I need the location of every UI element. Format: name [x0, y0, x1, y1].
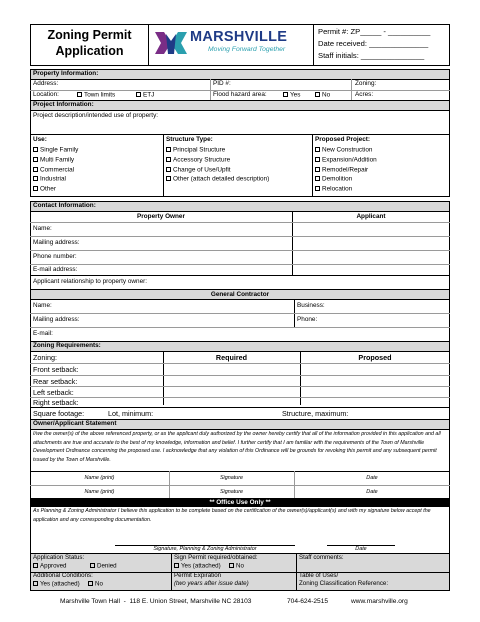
checkbox-icon	[90, 563, 95, 568]
statement-heading: Owner/Applicant Statement	[33, 420, 117, 427]
denied-checkbox[interactable]: Denied	[90, 563, 117, 570]
statement-signature-2[interactable]: Signature	[219, 489, 244, 495]
sign-permit-no-checkbox[interactable]: No	[229, 563, 244, 570]
checkbox-icon	[315, 157, 320, 162]
permit-number: Permit #: ZP_____ - __________	[318, 27, 431, 36]
additional-conditions-label: Additional Conditions:	[33, 572, 93, 579]
use-single-family-checkbox[interactable]: Single Family	[33, 147, 78, 154]
town-limits-checkbox[interactable]: Town limits	[77, 92, 115, 99]
use-other-checkbox[interactable]: Other	[33, 186, 56, 193]
structure-accessory-checkbox[interactable]: Accessory Structure	[166, 157, 230, 164]
proposed-expansion-checkbox[interactable]: Expansion/Addition	[315, 157, 377, 164]
checkbox-icon	[88, 581, 93, 586]
office-use-heading: ** Office Use Only **	[209, 499, 271, 506]
flood-no-checkbox[interactable]: No	[315, 92, 330, 99]
zoning-field[interactable]: Zoning:	[355, 80, 377, 87]
checkbox-icon	[315, 167, 320, 172]
checkbox-icon	[33, 157, 38, 162]
project-description-field[interactable]: Project description/intended use of property:	[33, 112, 159, 119]
owner-email-field[interactable]: E-mail address:	[33, 266, 78, 273]
administrator-signature-field[interactable]: Signature, Planning & Zoning Administrator	[153, 546, 257, 552]
applicant-column: Applicant	[356, 213, 386, 220]
square-footage-label: Square footage:	[33, 409, 85, 418]
checkbox-icon	[77, 92, 82, 97]
front-setback-field[interactable]: Front setback:	[33, 365, 79, 374]
checkbox-icon	[166, 176, 171, 181]
checkbox-icon	[33, 147, 38, 152]
statement-signature-1[interactable]: Signature	[219, 475, 244, 481]
permit-expiration-note: (two years after issue date)	[174, 580, 249, 587]
zoning-req-heading: Zoning Requirements:	[33, 342, 101, 349]
sign-permit-yes-checkbox[interactable]: Yes (attached)	[174, 563, 221, 570]
checkbox-icon	[315, 176, 320, 181]
permit-expiration-label: Permit Expiration	[174, 572, 222, 579]
checkbox-icon	[166, 157, 171, 162]
proposed-demolition-checkbox[interactable]: Demolition	[315, 176, 352, 183]
statement-text: I/we the owner(s) of the above referenced property, or as the applicant duly authorized by the owner hereby certify that all of the information provided in this application and all attachments are true and accurate to the best of my knowledge, information and belief. I further certify that I am familiar with the requirements of the Town of Marshville Development Ordinance concerning the proposed use. I acknowledge that any violation of this Ordinance will be grounds for revoking this permit and any subsequent permit issued by the Town of Marshville.	[33, 431, 441, 463]
flood-label: Flood hazard area:	[213, 91, 267, 98]
statement-name-print-2[interactable]: Name (print)	[84, 489, 115, 495]
location-label: Location:	[33, 91, 59, 98]
statement-date-2[interactable]: Date	[366, 489, 378, 495]
application-status-label: Application Status:	[33, 554, 85, 561]
right-setback-field[interactable]: Right setback:	[33, 398, 79, 407]
address-field[interactable]: Address:	[33, 80, 59, 87]
marshville-logo-icon	[155, 30, 187, 56]
structure-principal-checkbox[interactable]: Principal Structure	[166, 147, 225, 154]
office-statement-text: As Planning & Zoning Administrator I believe this application to be complete based on the certification of the owner(s)/applicant(s) and with my signature below accept the application and any corresponding documentation.	[33, 508, 431, 523]
proposed-relocation-checkbox[interactable]: Relocation	[315, 186, 352, 193]
pid-field[interactable]: PID #:	[213, 80, 231, 87]
checkbox-icon	[283, 92, 288, 97]
table-of-uses-label: Table of Uses/	[299, 572, 339, 579]
required-column: Required	[215, 353, 248, 362]
structure-change-of-use-checkbox[interactable]: Change of Use/Upfit	[166, 167, 231, 174]
acres-field[interactable]: Acres:	[355, 91, 374, 98]
proposed-remodel-checkbox[interactable]: Remodel/Repair	[315, 167, 368, 174]
use-heading: Use:	[33, 136, 47, 143]
lot-minimum-field[interactable]: Lot, minimum:	[108, 409, 154, 418]
sign-permit-label: Sign Permit required/obtained:	[174, 554, 258, 561]
form-title-line1: Zoning Permit	[47, 28, 132, 42]
checkbox-icon	[229, 563, 234, 568]
structure-heading: Structure Type:	[166, 136, 213, 143]
administrator-date-field[interactable]: Date	[355, 546, 367, 552]
checkbox-icon	[33, 176, 38, 181]
staff-comments-field[interactable]: Staff comments:	[299, 554, 344, 561]
footer-phone: 704-624-2515	[287, 598, 329, 605]
gc-mailing-field[interactable]: Mailing address:	[33, 316, 80, 323]
owner-mailing-field[interactable]: Mailing address:	[33, 239, 80, 246]
logo-wordmark: MARSHVILLE	[190, 29, 288, 45]
checkbox-icon	[315, 147, 320, 152]
additional-no-checkbox[interactable]: No	[88, 581, 103, 588]
form-title-line2: Application	[55, 44, 124, 58]
checkbox-icon	[174, 563, 179, 568]
structure-other-checkbox[interactable]: Other (attach detailed description)	[166, 176, 269, 183]
checkbox-icon	[33, 167, 38, 172]
logo-tagline: Moving Forward Together	[208, 46, 286, 53]
owner-name-field[interactable]: Name:	[33, 225, 52, 232]
checkbox-icon	[166, 147, 171, 152]
gc-heading: General Contractor	[210, 291, 270, 298]
zoning-classification-field[interactable]: Zoning Classification Reference:	[299, 580, 389, 587]
statement-date-1[interactable]: Date	[366, 475, 378, 481]
use-commercial-checkbox[interactable]: Commercial	[33, 167, 74, 174]
proposed-heading: Proposed Project:	[315, 136, 371, 143]
date-received: Date received: ______________	[318, 39, 429, 48]
gc-phone-field[interactable]: Phone:	[297, 316, 318, 323]
gc-name-field[interactable]: Name:	[33, 302, 52, 309]
checkbox-icon	[136, 92, 141, 97]
structure-maximum-field[interactable]: Structure, maximum:	[282, 409, 349, 418]
zoning-req-zoning: Zoning:	[33, 353, 57, 362]
owner-phone-field[interactable]: Phone number:	[33, 253, 77, 260]
use-multi-family-checkbox[interactable]: Multi Family	[33, 157, 74, 164]
staff-initials: Staff initials: _______________	[318, 51, 425, 60]
footer-town-hall: Marshville Town Hall - 118 E. Union Street, Marshville NC 28103	[60, 598, 252, 605]
etj-checkbox[interactable]: ETJ	[136, 92, 154, 99]
checkbox-icon	[33, 581, 38, 586]
checkbox-icon	[33, 186, 38, 191]
proposed-column: Proposed	[358, 353, 392, 362]
gc-business-field[interactable]: Business:	[297, 302, 325, 309]
project-heading: Project Information:	[33, 101, 94, 108]
applicant-relationship-field[interactable]: Applicant relationship to property owner:	[33, 278, 148, 285]
property-owner-column: Property Owner	[137, 213, 185, 220]
use-industrial-checkbox[interactable]: Industrial	[33, 176, 66, 183]
proposed-new-construction-checkbox[interactable]: New Construction	[315, 147, 372, 154]
gc-email-field[interactable]: E-mail:	[33, 330, 53, 337]
left-setback-field[interactable]: Left setback:	[33, 388, 74, 397]
checkbox-icon	[166, 167, 171, 172]
additional-yes-checkbox[interactable]: Yes (attached)	[33, 581, 80, 588]
footer-website[interactable]: www.marshville.org	[351, 598, 408, 605]
statement-name-print-1[interactable]: Name (print)	[84, 475, 115, 481]
checkbox-icon	[33, 563, 38, 568]
flood-yes-checkbox[interactable]: Yes	[283, 92, 300, 99]
property-heading: Property Information:	[33, 70, 99, 77]
checkbox-icon	[315, 92, 320, 97]
checkbox-icon	[315, 186, 320, 191]
contact-heading: Contact Information:	[33, 202, 96, 209]
approved-checkbox[interactable]: Approved	[33, 563, 67, 570]
rear-setback-field[interactable]: Rear setback:	[33, 377, 78, 386]
